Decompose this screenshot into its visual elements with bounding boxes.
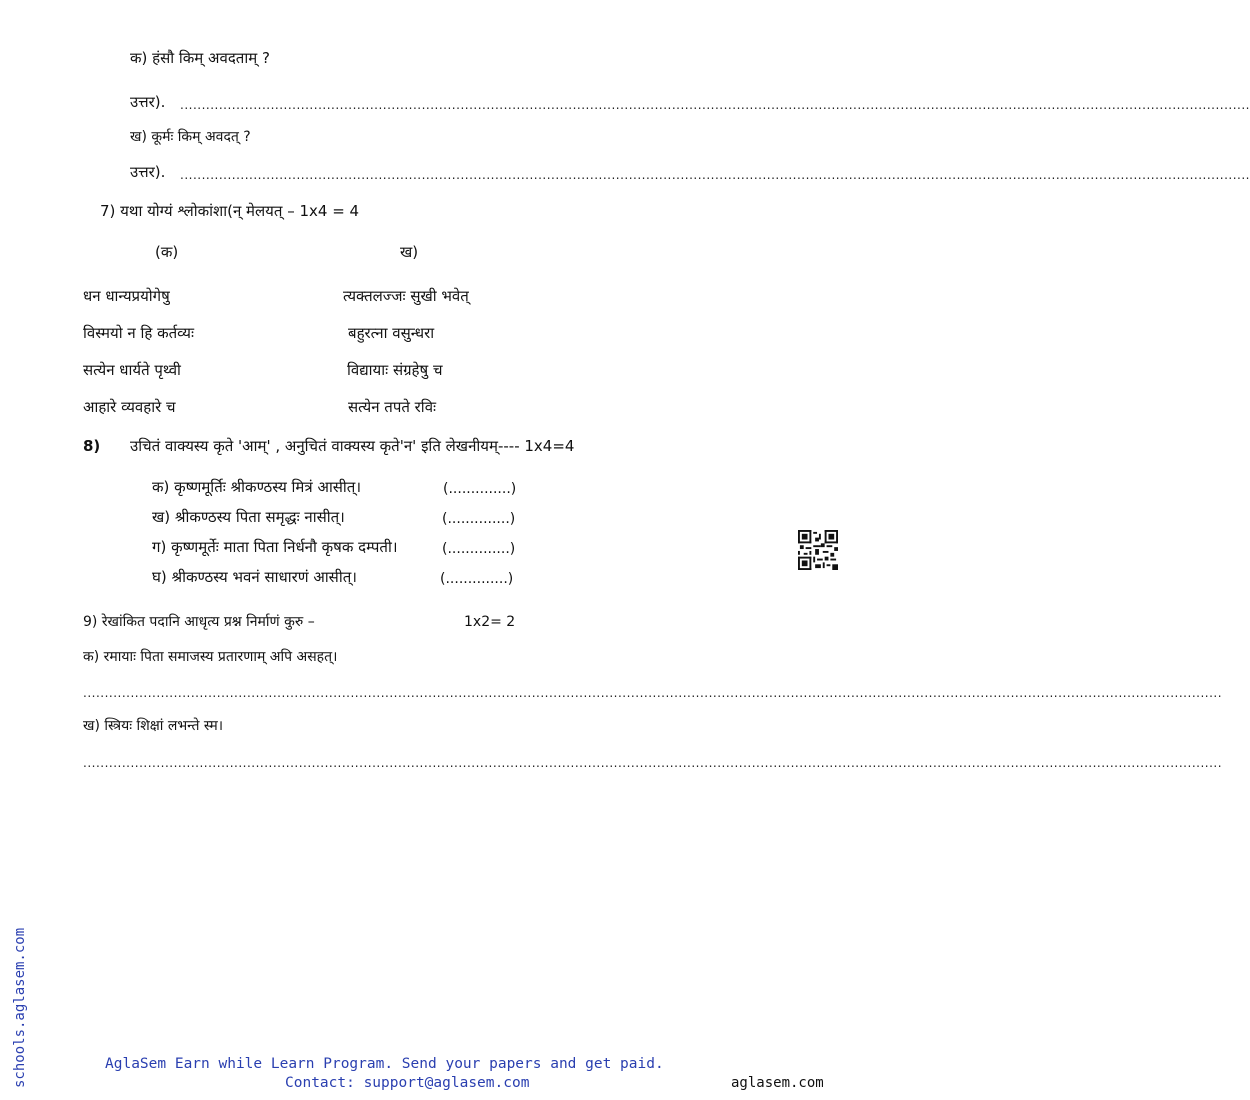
q9-a: क) रमायाः पिता समाजस्य प्रतारणाम् अपि असहत्। xyxy=(83,649,338,665)
answer-line: ........................................................................................................................................................................................................................................................................ xyxy=(83,756,1223,770)
q8-item: ख) श्रीकण्ठस्य पिता समृद्धः नासीत्। xyxy=(152,508,345,526)
answer-line: ........................................................................................................................................................................................................................................................ xyxy=(180,98,1250,112)
side-watermark: schools.aglasem.com xyxy=(12,927,28,1088)
q8-title: उचितं वाक्यस्य कृते 'आम्' , अनुचितं वाक्यस्य कृते'न' इति लेखनीयम्---- 1x4=4 xyxy=(130,437,575,455)
q8-blank: (..............) xyxy=(440,571,514,587)
match-left-item: विस्मयो न हि कर्तव्यः xyxy=(83,324,195,342)
q6-b-answer-label: उत्तर). xyxy=(130,163,166,181)
match-right-item: सत्येन तपते रविः xyxy=(348,398,437,416)
answer-line: ........................................................................................................................................................................................................................................................................ xyxy=(83,686,1223,700)
q6-a-question: क) हंसौ किम् अवदताम् ? xyxy=(130,49,270,67)
q7-title: 7) यथा योग्यं श्लोकांशा(न् मेलयत् – 1x4 = 4 xyxy=(100,202,360,220)
answer-line: ........................................................................................................................................................................................................................................................ xyxy=(180,168,1250,182)
footer-site[interactable]: aglasem.com xyxy=(731,1075,824,1091)
footer-promo: AglaSem Earn while Learn Program. Send your papers and get paid. xyxy=(105,1056,664,1072)
q8-item: ग) कृष्णमूर्तेः माता पिता निर्धनौ कृषक दम्पती। xyxy=(152,538,398,556)
q6-b-question: ख) कूर्मः किम् अवदत् ? xyxy=(130,129,251,145)
match-left-item: धन धान्यप्रयोगेषु xyxy=(83,287,170,305)
q7-col-b-header: ख) xyxy=(400,243,419,261)
q8-blank: (..............) xyxy=(442,541,516,557)
match-left-item: सत्येन धार्यते पृथ्वी xyxy=(83,361,181,379)
q9-marks: 1x2= 2 xyxy=(464,614,516,630)
q8-number: 8) xyxy=(83,437,101,455)
footer-contact[interactable]: Contact: support@aglasem.com xyxy=(285,1075,530,1091)
q9-b: ख) स्त्रियः शिक्षां लभन्ते स्म। xyxy=(83,718,224,734)
q7-col-a-header: (क) xyxy=(155,243,179,261)
match-right-item: बहुरत्ना वसुन्धरा xyxy=(348,324,435,342)
q8-item: घ) श्रीकण्ठस्य भवनं साधारणं आसीत्। xyxy=(152,568,357,586)
q6-a-answer-label: उत्तर). xyxy=(130,93,166,111)
match-right-item: त्यक्तलज्जः सुखी भवेत् xyxy=(343,287,469,305)
q8-blank: (..............) xyxy=(442,511,516,527)
qr-code-icon xyxy=(798,530,838,570)
match-left-item: आहारे व्यवहारे च xyxy=(83,398,176,416)
q8-item: क) कृष्णमूर्तिः श्रीकण्ठस्य मित्रं आसीत्। xyxy=(152,478,362,496)
match-right-item: विद्यायाः संग्रहेषु च xyxy=(347,361,443,379)
q8-blank: (..............) xyxy=(443,481,517,497)
q9-title: 9) रेखांकित पदानि आधृत्य प्रश्न निर्माणं कुरु – xyxy=(83,614,315,630)
